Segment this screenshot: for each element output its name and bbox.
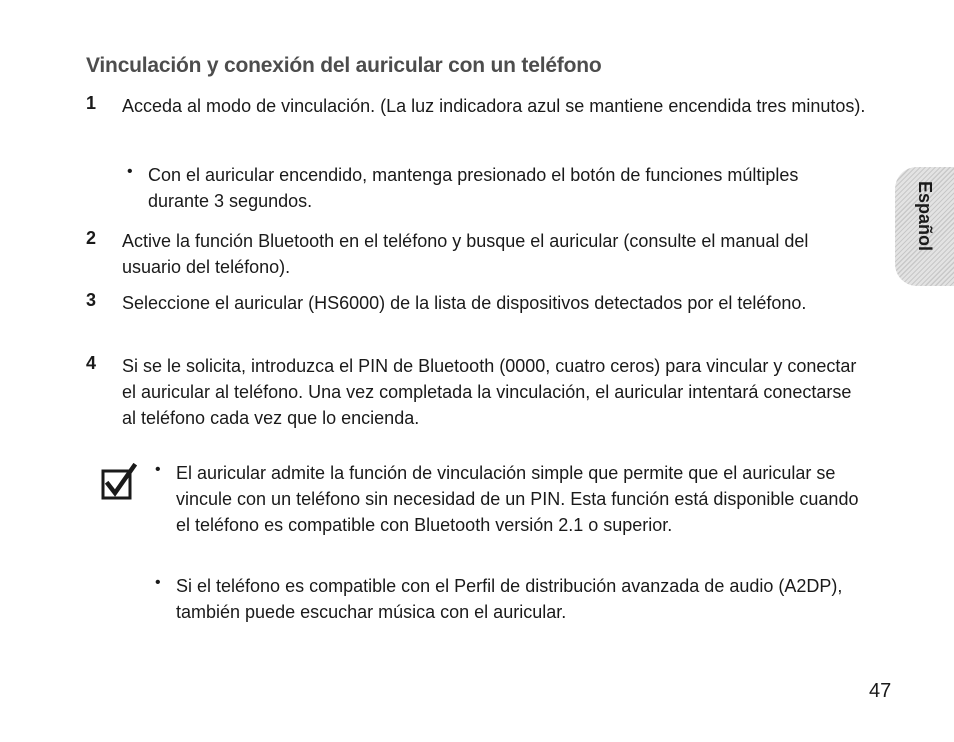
step-1-bullet-text: Con el auricular encendido, mantenga presionado el botón de funciones múltiples durante 3 segundos. (148, 165, 799, 211)
section-title: Vinculación y conexión del auricular con un teléfono (86, 54, 602, 77)
note-bullet-dot-1: • (155, 461, 161, 478)
step-1-text: Acceda al modo de vinculación. (La luz indicadora azul se mantiene encendida tres minutos). (122, 96, 866, 116)
step-3-text: Seleccione el auricular (HS6000) de la lista de dispositivos detectados por el teléfono. (122, 293, 807, 313)
language-side-tab-label: Español (915, 181, 935, 252)
note-bullet-dot-2: • (155, 574, 161, 591)
step-1-bullet-dot: • (127, 163, 133, 180)
page-number: 47 (869, 680, 892, 702)
step-4-text: Si se le solicita, introduzca el PIN de Bluetooth (0000, cuatro ceros) para vincular y conectar el auricular al teléfono. Una vez completada la vinculación, el auricular intentará conectarse al teléfono cada vez que lo encienda. (122, 356, 857, 428)
step-2-text: Active la función Bluetooth en el teléfono y busque el auricular (consulte el manual del usuario del teléfono). (122, 231, 809, 277)
step-3-number: 3 (86, 290, 97, 310)
step-2-number: 2 (86, 228, 97, 248)
step-1-number: 1 (86, 93, 97, 113)
step-4-number: 4 (86, 353, 97, 373)
note-item-1: El auricular admite la función de vinculación simple que permite que el auricular se vincule con un teléfono sin necesidad de un PIN. Esta función está disponible cuando el teléfono es compatible con Bluetooth versión 2.1 o superior. (176, 463, 859, 535)
checkbox-note-icon (101, 463, 137, 501)
note-item-2: Si el teléfono es compatible con el Perfil de distribución avanzada de audio (A2DP), también puede escuchar música con el auricular. (176, 576, 843, 622)
language-side-tab (895, 167, 954, 286)
